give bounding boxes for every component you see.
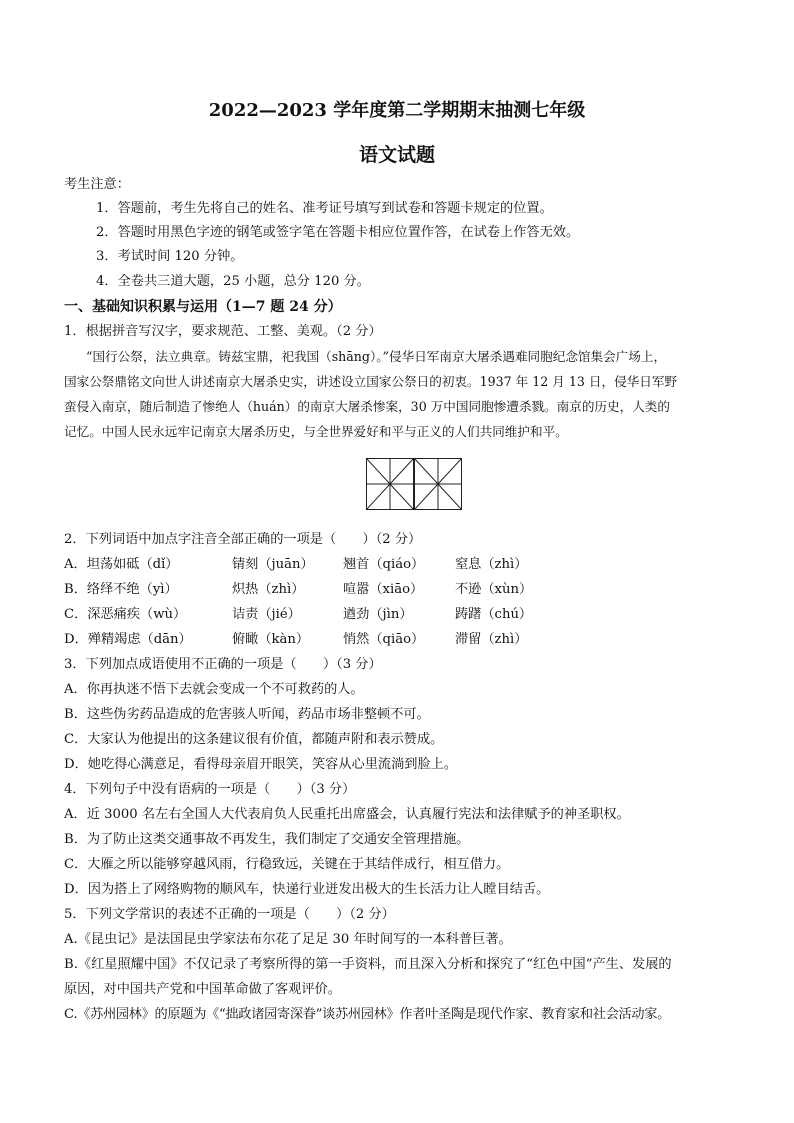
q2-option-a-2: 锖刻（juān） [232,557,314,572]
passage-line: 国家公祭鼎铭文向世人讲述南京大屠杀史实，讲述设立国家公祭日的初衷。1937 年 12 月 13 日，侵华日军野 [64,374,678,389]
writing-grid [366,458,462,510]
passage-line: 记忆。中国人民永远牢记南京大屠杀历史，与全世界爱好和平与正义的人们共同维护和平。 [64,424,568,439]
exam-subject-title: 语文试题 [358,144,435,166]
notice-label: 考生注意： [64,177,130,192]
notice-item: 2．答题时用黑色字迹的钢笔或签字笔在答题卡相应位置作答，在试卷上作答无效。 [96,225,580,240]
q5-option: A.《昆虫记》是法国昆虫学家法布尔花了足足 30 年时间写的一本科普巨著。 [64,932,512,947]
q2-option-c-4: 踌躇（chú） [455,607,533,622]
question-2-stem: 2．下列词语中加点字注音全部正确的一项是（ ）（2 分） [64,532,422,547]
notice-item: 1．答题前，考生先将自己的姓名、准考证号填写到试卷和答题卡规定的位置。 [96,201,553,216]
notice-item: 3．考试时间 120 分钟。 [96,249,244,264]
q4-option: D．因为搭上了网络购物的顺风车，快递行业迸发出极大的生长活力让人瞠目结舌。 [64,882,550,897]
passage-line: “国行公祭，法立典章。铸兹宝鼎，祀我国（shāng）。”侵华日军南京大屠杀遇难同胞纪念馆集会广场上， [86,349,667,364]
q3-option: A．你再执迷不悟下去就会变成一个不可救药的人。 [64,682,364,697]
q2-option-c-1: C．深恶痛疾（wù） [64,607,187,622]
q2-option-d-2: 俯瞰（kàn） [232,632,310,647]
q5-option: B.《红星照耀中国》不仅记录了考察所得的第一手资料，而且深入分析和探究了“红色中国”产生、发展的 [64,957,672,972]
q2-option-d-3: 悄然（qiāo） [343,632,425,647]
q2-option-a-4: 窒息（zhì） [455,557,528,572]
q2-option-d-4: 滞留（zhì） [455,632,528,647]
q2-option-c-2: 诘责（jié） [232,607,301,622]
q4-option: B．为了防止这类交通事故不再发生，我们制定了交通安全管理措施。 [64,832,470,847]
q2-option-b-1: B．络绎不绝（yì） [64,582,178,597]
q5-option-continued: 原因，对中国共产党和中国革命做了客观评价。 [64,982,341,997]
passage-line: 蛮侵入南京，随后制造了惨绝人（huán）的南京大屠杀惨案，30 万中国同胞惨遭杀戮。南京的历史，人类的 [64,399,670,414]
question-5-stem: 5．下列文学常识的表述不正确的一项是（ ）（2 分） [64,907,395,922]
notice-item: 4．全卷共三道大题，25 小题，总分 120 分。 [96,274,370,289]
q2-option-b-4: 不逊（xùn） [455,582,533,597]
q2-option-b-3: 喧嚣（xiāo） [343,582,424,597]
q3-option: C．大家认为他提出的这条建议很有价值，都随声附和表示赞成。 [64,732,444,747]
exam-title: 2022—2023 学年度第二学期期末抽测七年级 [208,100,586,121]
q5-option: C.《苏州园林》的原题为《“拙政诸园寄深眷”谈苏州园林》作者叶圣陶是现代作家、教育家和社会活动家。 [64,1007,671,1022]
q2-option-b-2: 炽热（zhì） [232,582,305,597]
q2-option-a-3: 翘首（qiáo） [343,557,425,572]
q2-option-d-1: D．殚精竭虑（dān） [64,632,192,647]
q4-option: C．大雁之所以能够穿越风雨，行稳致远，关键在于其结伴成行，相互借力。 [64,857,510,872]
question-3-stem: 3．下列加点成语使用不正确的一项是（ ）（3 分） [64,657,382,672]
section-heading: 一、基础知识积累与运用（1—7 题 24 分） [64,299,342,315]
question-1-stem: 1．根据拼音写汉字，要求规范、工整、美观。（2 分） [64,324,382,339]
q2-option-c-3: 遒劲（jìn） [343,607,413,622]
q2-option-a-1: A．坦荡如砥（dǐ） [64,557,179,572]
q4-option: A．近 3000 名左右全国人大代表肩负人民重托出席盛会，认真履行宪法和法律赋予的神圣职权。 [64,807,630,822]
question-4-stem: 4．下列句子中没有语病的一项是（ ）（3 分） [64,782,356,797]
q3-option: D．她吃得心满意足，看得母亲眉开眼笑，笑容从心里流淌到脸上。 [64,757,458,772]
q3-option: B．这些伪劣药品造成的危害骇人听闻，药品市场非整顿不可。 [64,707,430,722]
